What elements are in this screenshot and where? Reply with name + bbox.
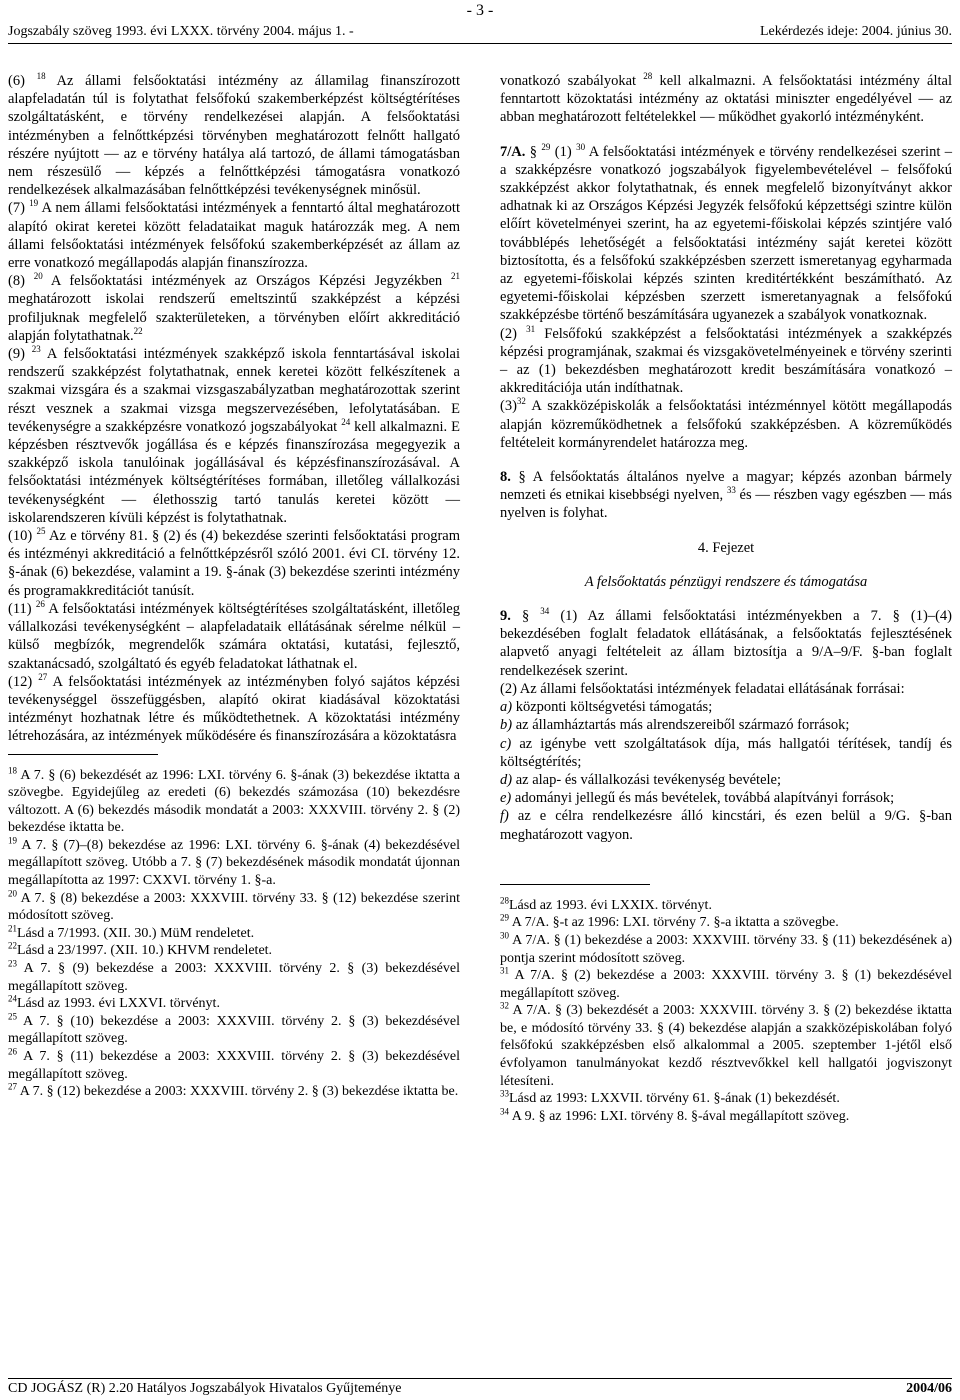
header-rule bbox=[8, 43, 952, 44]
section-9-1: 9. § $^{34}$ (1) Az állami felsőoktatási intézményekben a 7. § (1)–(4) bekezdésében foglalt feladatok ellátásának, a felsőoktatás fejlesztésének alapvető anyagi feltételeit az állam biztosítja a 9/A–9/F. §-ban foglalt rendelkezések szerint. bbox=[500, 606, 952, 679]
list-item: b) az államháztartás más alrendszereiből származó források; bbox=[500, 717, 850, 734]
footnote-rule bbox=[500, 884, 650, 885]
footnote-20: $^{20}$ A 7. § (8) bekezdése a 2003: XXXVIII. törvény 33. § (12) bekezdése szerint módosított szöveg. bbox=[8, 888, 460, 924]
left-footnotes bbox=[8, 764, 460, 1101]
right-footnotes bbox=[500, 897, 952, 1126]
section-7a-1: 7/A. § $^{29}$ (1) $^{30}$ A felsőoktatási intézmények e törvény rendelkezései szerint – a szakképzésre vonatkozó jogszabályok figyelembevételével – felsőfokú szakképzést akkor folytathatnak, és ennek megfelelő bizonyítványt akkor adhatnak ki az Országos Képzési Jegyzék felsőfokú képzettségi szintre külön előírt követelményei szerint, ha az egyetemi-főiskolai képzés szintjére való továbblépés lehetőségét a felsőoktatási intézmény saját keretei között biztosította, és a felsőfokú szakképzésben szerzett ismeretanyag egyharmada az egyetemi-főiskolai képzés szinten kreditértékként beszámítható. Az egyetemi-főiskolai képzésben szerzett ismeretanyagnak a felsőfokú szakképzésbe történő beszámítására ugyanezek a szabályok vonatkoznak. bbox=[500, 141, 952, 324]
paragraph-7-12: (12) $^{27}$ A felsőoktatási intézmények az intézményben folyó sajátos képzési tevékenységgel összefüggésben, alapító okirat kiadásával közoktatási intézményt hozhatnak létre és működtethetnek. A közoktatási intézmény létrehozására, az intézmények működésére és finanszírozására a közoktatásra bbox=[8, 671, 460, 745]
list-item: c) az igénybe vett szolgáltatások díja, más hallgatói térítések, tandíj és költségtérítés; bbox=[500, 735, 952, 770]
footnote-24: $^{24}$Lásd az 1993. évi LXXVI. törvényt. bbox=[8, 993, 220, 1012]
footer-rule bbox=[8, 1378, 952, 1379]
footnote-29: $^{29}$ A 7/A. §-t az 1996: LXI. törvény 7. §-a iktatta a szövegbe. bbox=[500, 912, 839, 931]
section-8: 8. § A felsőoktatás általános nyelve a magyar; képzés azonban bármely nemzeti és etnikai kisebbségi nyelven, $^{33}$ és — részben vagy egészben — más nyelven is folyhat. bbox=[500, 469, 952, 522]
footnote-19: $^{19}$ A 7. § (7)–(8) bekezdése az 1996: LXI. törvény 6. §-ának (4) bekezdésével megállapított szöveg. Utóbb a 7. § (7) bekezdésének második mondatát újonnan megállapította az 1997: CXXVI. törvény 1. §-a. bbox=[8, 835, 460, 889]
footnote-34: $^{34}$ A 9. § az 1996: LXI. törvény 8. §-ával megállapított szöveg. bbox=[500, 1106, 850, 1124]
right-column bbox=[500, 72, 952, 1125]
footnote-27: $^{27}$ A 7. § (12) bekezdése a 2003: XXXVIII. törvény 2. § (3) bekezdése iktatta be. bbox=[8, 1081, 459, 1100]
page-number: - 3 - bbox=[466, 2, 494, 19]
footnote-32: $^{32}$ A 7/A. § (3) bekezdését a 2003: XXXVIII. törvény 3. § (2) bekezdése iktatta be, e módosító törvény 33. § (4) bekezdése alapján a szakközépiskolában folyó felsőfokú szakképzésben első alkalommal a 2005. szeptember 1-jétől első évfolyamon tanulmányokat kezdő résztvevőkkel kell hallgatói jogviszonyt létesíteni. bbox=[500, 1000, 952, 1089]
list-item: d) az alap- és vállalkozási tevékenység bevétele; bbox=[500, 771, 782, 788]
page-header bbox=[8, 24, 952, 40]
footnote-28: $^{28}$Lásd az 1993. évi LXXIX. törvényt. bbox=[500, 895, 712, 913]
footnote-26: $^{26}$ A 7. § (11) bekezdése a 2003: XXXVIII. törvény 2. § (3) bekezdésével megállapított szöveg. bbox=[8, 1046, 460, 1082]
footnote-33: $^{33}$Lásd az 1993: LXXVII. törvény 61. §-ának (1) bekezdését. bbox=[500, 1088, 840, 1107]
paragraph-7-8: (8) $^{20}$ A felsőoktatási intézmények az Országos Képzési Jegyzékben $^{21}$ meghatározott iskolai rendszerű emeltszintű szakképzést a képzési profiljuknak megfelelő szakterületeken, a törvényben előírt akkreditáció alapján folytathatnak.$^{22}$ bbox=[8, 271, 460, 344]
footnote-18: $^{18}$ A 7. § (6) bekezdését az 1996: LXI. törvény 6. §-ának (3) bekezdése iktatta a szövegbe. Egyidejűleg az eredeti (6) bekezdés számozása (10) bekezdésre változott. A (6) bekezdés második mondatát a 2003: XXXVIII. törvény 2. § (2) bekezdése iktatta be. bbox=[8, 764, 460, 836]
paragraph-7-9: (9) $^{23}$ A felsőoktatási intézmények szakképző iskola fenntartásával iskolai rendszerű szakképzést folytathatnak, ennek keretei között felkészítenek a szakmai vizsgára és a szakmai vizsgaszabályzatban meghatározottak szerint részt vesznek a szakmai vizsga megszervezésében, lefolytatásában. E tevékenységre a szakképzésre vonatkozó jogszabályokat $^{24}$ kell alkalmazni. E képzésben résztvevők jogállása és e képzés finanszírozása megegyezik a szakképző iskola tanulóinak jogállásával és képzésfinanszírozásával. A felsőoktatási intézmények költségtérítéses formában, illetőleg vállalkozási tevékenységként — élethosszig tartó tanulás keretei között — iskolarendszeren kívüli képzést is folytathatnak. bbox=[8, 344, 460, 526]
list-item: a) központi költségvetési támogatás; bbox=[500, 699, 713, 716]
footer-left: CD JOGÁSZ (R) 2.20 Hatályos Jogszabályok Hivatalos Gyűjteménye bbox=[8, 1381, 402, 1396]
section-7a-2: (2) $^{31}$ Felsőfokú szakképzést a felsőoktatási intézmények a szakképzés képzési programjának, szakmai és vizsgakövetelményeinek e törvény szerinti – az (1) bekezdésben meghatározott kredit beszámítására vonatkozó – akkreditációja után indíthatnak. bbox=[500, 323, 952, 397]
paragraph-7-11: (11) $^{26}$ A felsőoktatási intézmények költségtérítéses szolgáltatásként, illetőleg vállalkozási tevékenységként – alapfeladataik ellátásának sérelme nélkül – külső megbízók, megrendelők számára oktatási, kutatási, fejlesztő, szaktanácsadó, szolgáltató és egyéb feladatokat láthatnak el. bbox=[8, 599, 460, 672]
footer-right: 2004/06 bbox=[906, 1381, 952, 1396]
list-item: e) adományi jellegű és más bevételek, továbbá alapítványi források; bbox=[500, 790, 895, 807]
list-item: f) az e célra rendelkezésre álló kincstári, és ezen belül a 9/G. §-ban meghatározott vagyon. bbox=[500, 808, 952, 843]
header-right: Lekérdezés ideje: 2004. június 30. bbox=[759, 24, 952, 39]
paragraph-7-10: (10) $^{25}$ Az e törvény 81. § (2) és (4) bekezdése szerinti felsőoktatási program és intézményi akkreditáció a felnőttképzésről szóló 2001. évi CI. törvény 12. §-ának (6) bekezdése, valamint a 19. §-ának (3) bekezdése szerinti intézmény és programakkreditációt tanúsít. bbox=[8, 526, 460, 599]
footnote-21: $^{21}$Lásd a 7/1993. (XII. 30.) MüM rendeletet. bbox=[8, 923, 255, 941]
footnote-rule bbox=[8, 754, 158, 755]
chapter-heading: 4. Fejezet bbox=[697, 539, 755, 556]
header-left: Jogszabály szöveg 1993. évi LXXX. törvény 2004. május 1. - bbox=[8, 24, 354, 39]
footnote-31: $^{31}$ A 7/A. § (2) bekezdése a 2003: XXXVIII. törvény 3. § (1) bekezdésével megállapított szöveg. bbox=[500, 965, 952, 1001]
footnote-25: $^{25}$ A 7. § (10) bekezdése a 2003: XXXVIII. törvény 2. § (3) bekezdésével megállapított szöveg. bbox=[8, 1011, 460, 1047]
page-footer bbox=[8, 1381, 952, 1397]
paragraph-7-7: (7) $^{19}$ A nem állami felsőoktatási intézmények a fenntartó által meghatározott alapító okirat keretei között feladataikat maguk határozzák meg. A nem állami felsőoktatási intézmények felsőfokú szakemberképzését az állam az erre vonatkozó megállapodás alapján finanszírozza. bbox=[8, 198, 460, 272]
left-column bbox=[8, 72, 460, 1101]
section-9-2: (2) Az állami felsőoktatási intézmények feladatai ellátásának forrásai: bbox=[500, 680, 905, 697]
footnote-30: $^{30}$ A 7/A. § (1) bekezdése a 2003: XXXVIII. törvény 33. § (11) bekezdésének a) pontja szerint módosított szöveg. bbox=[500, 930, 952, 966]
footnote-22: $^{22}$Lásd a 23/1997. (XII. 10.) KHVM rendeletet. bbox=[8, 940, 273, 959]
section-7a-3: $(3)^{32}$ A szakközépiskolák a felsőoktatási intézménnyel kötött megállapodás alapján közreműködhetnek a felsőfokú szakképzésben. A közreműködés feltételeit kormányrendelet határozza meg. bbox=[500, 396, 952, 451]
paragraph-continued: vonatkozó szabályokat $^{28}$ kell alkalmazni. A felsőoktatási intézmény által fenntartott közoktatási intézmény az oktatási miniszter engedélyével — az abban meghatározott feltételekkel — működhet gyakorló intézményként. bbox=[500, 71, 953, 126]
footnote-23: $^{23}$ A 7. § (9) bekezdése a 2003: XXXVIII. törvény 2. § (3) bekezdésével megállapított szöveg. bbox=[8, 958, 460, 994]
chapter-title: A felsőoktatás pénzügyi rendszere és támogatása bbox=[584, 573, 868, 590]
paragraph-7-6: (6) $^{18}$ Az állami felsőoktatási intézmény az államilag finanszírozott alapfeladatán túl is folytathat felsőfokú szakemberképzést költségtérítéses szolgáltatásként, e törvény rendelkezései alapján. A felsőoktatási intézményben a felnőttképzési törvényben meghatározott felnőtt hallgató részére nyújtott — az e törvény hatálya alá tartozó, de állami támogatásban nem részesülő — képzés a felnőttképzési támogatásra vonatkozó rendelkezések alkalmazásában felnőttképzési tevékenységnek minősül. bbox=[8, 71, 460, 199]
